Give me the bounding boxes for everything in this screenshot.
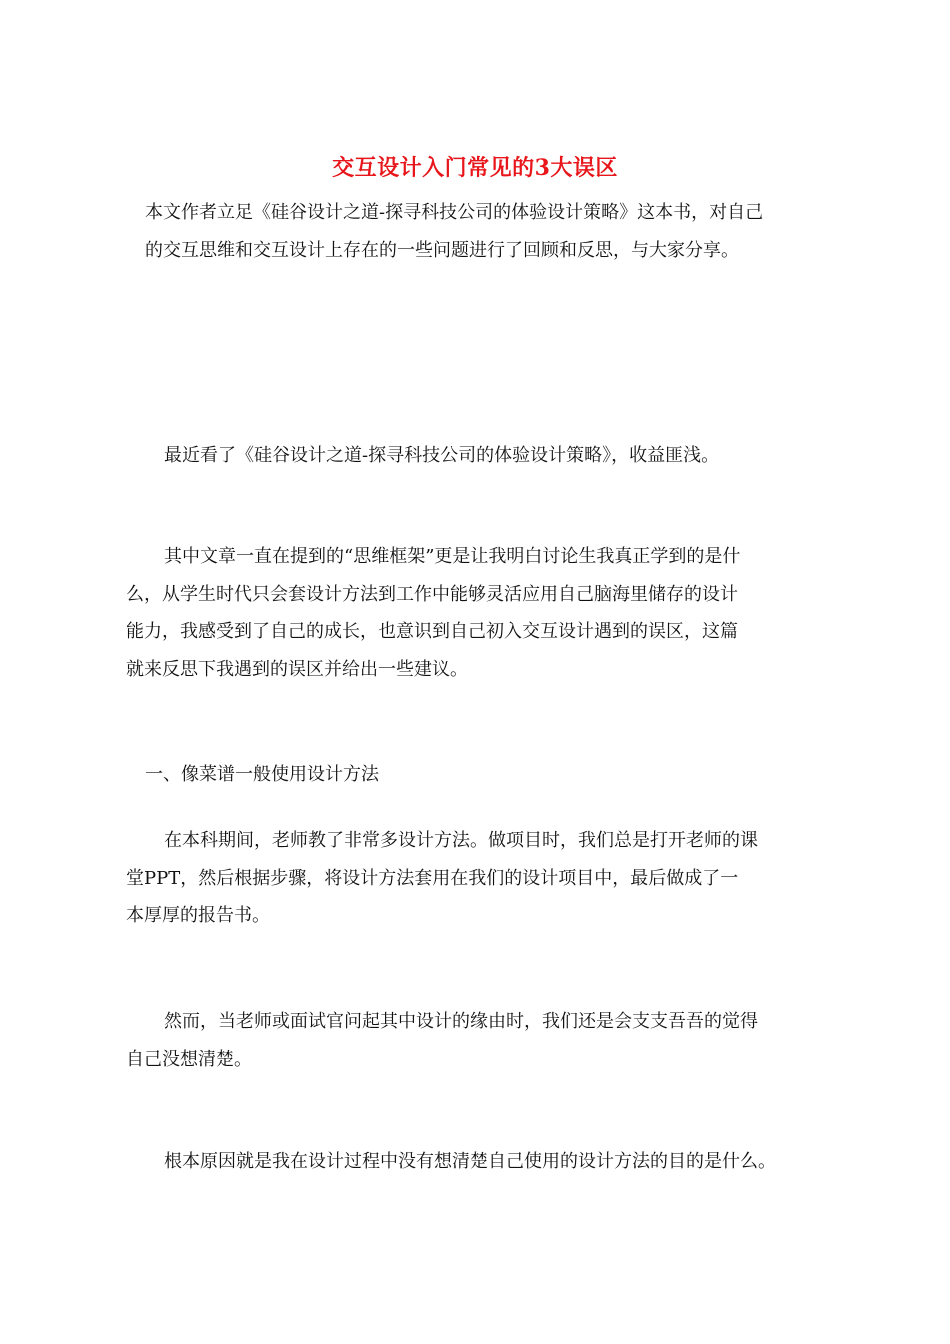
paragraph-2 xyxy=(126,538,807,688)
section-1-heading-text: 一、像菜谱一般使用设计方法 xyxy=(145,764,379,785)
intro-paragraph xyxy=(145,194,807,269)
paragraph-4-line-1: 然而，当老师或面试官问起其中设计的缘由时，我们还是会支支吾吾的觉得 xyxy=(164,1011,758,1032)
document-title: 交互设计入门常见的3大误区 xyxy=(332,155,618,181)
paragraph-5 xyxy=(145,1143,807,1181)
paragraph-3-line-1: 在本科期间，老师教了非常多设计方法。做项目时，我们总是打开老师的课 xyxy=(164,830,758,851)
paragraph-1-line-1: 最近看了《硅谷设计之道-探寻科技公司的体验设计策略》，收益匪浅。 xyxy=(164,445,720,466)
intro-line-1: 本文作者立足《硅谷设计之道-探寻科技公司的体验设计策略》这本书，对自己 xyxy=(145,202,764,223)
intro-line-2: 的交互思维和交互设计上存在的一些问题进行了回顾和反思，与大家分享。 xyxy=(145,239,739,261)
paragraph-2-line-2: 么，从学生时代只会套设计方法到工作中能够灵活应用自己脑海里储存的设计 xyxy=(126,583,738,605)
paragraph-4 xyxy=(126,1003,807,1078)
section-1-heading xyxy=(145,756,807,794)
paragraph-5-line-1: 根本原因就是我在设计过程中没有想清楚自己使用的设计方法的目的是什么。 xyxy=(164,1151,776,1172)
paragraph-2-line-3: 能力，我感受到了自己的成长，也意识到自己初入交互设计遇到的误区，这篇 xyxy=(126,621,738,642)
paragraph-2-line-4: 就来反思下我遇到的误区并给出一些建议。 xyxy=(126,658,468,680)
paragraph-4-line-2: 自己没想清楚。 xyxy=(126,1048,252,1070)
paragraph-2-line-1: 其中文章一直在提到的“思维框架”更是让我明白讨论生我真正学到的是什 xyxy=(164,546,741,567)
paragraph-3-line-3: 本厚厚的报告书。 xyxy=(126,905,270,926)
paragraph-3 xyxy=(126,822,807,935)
paragraph-1 xyxy=(145,437,807,475)
paragraph-3-line-2: 堂PPT，然后根据步骤，将设计方法套用在我们的设计项目中，最后做成了一 xyxy=(126,867,739,889)
